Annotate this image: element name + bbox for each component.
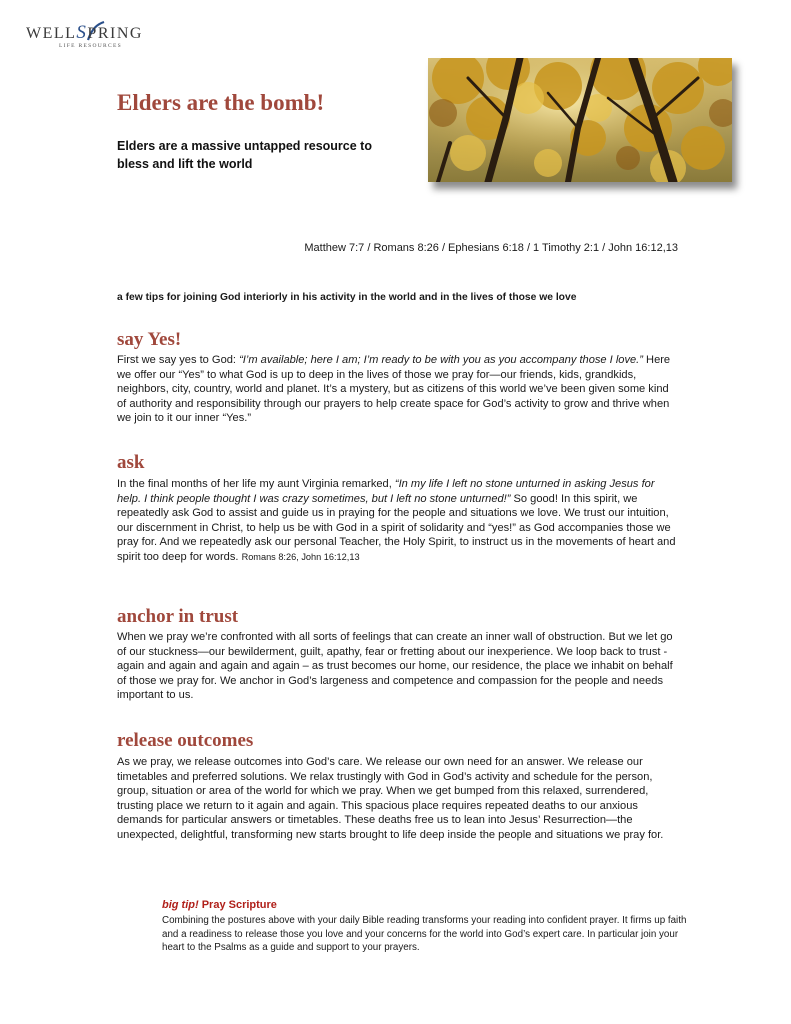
section-body-release: As we pray, we release outcomes into God’s care. We release our own need for an answer. We release our timetables and preferred solutions. We relax trustingly with God in God’s activity and schedule for the person, group, situation or area of the world for which we pray. When we get bumped from this relaxed, surrendered, trusting place we return to it again and again. This spacious place requires repeated deaths to our anxious demands for particular answers or timetables. These deaths free us to lean into Jesus’ Resurrection—the unexpected, delightful, transforming new starts brought to life deep inside the people and situations we pray for. bbox=[117, 756, 664, 841]
autumn-trees-photo bbox=[428, 58, 732, 182]
section-body-anchor: When we pray we’re confronted with all sorts of feelings that can create an inner wall of obstruction. But we let go of our stuckness—our bewilderment, guilt, apathy, fear or fretting about our inexperience. We loop back to trust - again and again and again and again – as trust becomes our home, our residence, the place we inhabit on behalf of those we pray for. We anchor in God’s largeness and competence and compassion for the people and needs important to us. bbox=[117, 631, 673, 701]
scripture-references: Matthew 7:7 / Romans 8:26 / Ephesians 6:18 / 1 Timothy 2:1 / John 16:12,13 bbox=[304, 242, 678, 254]
section-body-yes: First we say yes to God: “I’m available; here I am; I’m ready to be with you as you accompany those I love.” Here we offer our “Yes” to what God is up to deep in the lives of those we pray for—our friends, kids, grandkids, neighbors, city, country, world and planet. It’s a mystery, but as citizens of this world we’ve been given some kind of authority and responsibility through our prayers to help create space for God’s activity to grow and thrive when we join to it our inner “Yes.” bbox=[117, 354, 671, 424]
logo-wordmark: WELLSPRING bbox=[26, 22, 143, 43]
page-subtitle: Elders are a massive untapped resource to bless and lift the world bbox=[117, 139, 372, 171]
logo-subtitle: LIFE RESOURCES bbox=[59, 43, 122, 49]
wellspring-logo bbox=[26, 22, 161, 58]
ask-citation: Romans 8:26, John 16:12,13 bbox=[241, 551, 360, 562]
section-heading-release: release outcomes bbox=[117, 730, 254, 751]
tip-body: Combining the postures above with your daily Bible reading transforms your reading into confident prayer. It firms up faith and a readiness to release those you love and your concerns for the world into God’s expert care. In particular join your heart to the Psalms as a guide and support to your prayers. bbox=[162, 915, 687, 954]
tip-label: big tip! bbox=[162, 899, 199, 911]
yes-quote: “I’m available; here I am; I’m ready to be with you as you accompany those I love.” bbox=[239, 354, 643, 366]
section-heading-yes: say Yes! bbox=[117, 329, 182, 350]
intro-line: a few tips for joining God interiorly in his activity in the world and in the lives of those we love bbox=[117, 292, 577, 303]
page-title: Elders are the bomb! bbox=[117, 90, 325, 115]
section-heading-ask: ask bbox=[117, 452, 145, 473]
section-body-ask: In the final months of her life my aunt Virginia remarked, “In my life I left no stone unturned in asking Jesus for help. I think people thought I was crazy sometimes, but I left no stone unturned!” So good! In this spirit, we repeatedly ask God to assist and guide us in praying for the people and situations we love. We trust our intuition, our discernment in Christ, to help us be with God in a spirit of solidarity and “yes!” as God accompanies those we pray for. And we repeatedly ask our personal Teacher, the Holy Spirit, to instruct us in the movements of heart and spirit too deep for words. Romans 8:26, John 16:12,13 bbox=[117, 478, 676, 563]
ask-quote: “In my life I left no stone unturned in asking Jesus for help. I think people thought I was crazy sometimes, but I left no stone unturned!” bbox=[117, 478, 655, 505]
photo-illustration bbox=[428, 58, 732, 182]
section-heading-anchor: anchor in trust bbox=[117, 606, 239, 627]
tip-heading: big tip! Pray Scripture bbox=[162, 899, 277, 911]
